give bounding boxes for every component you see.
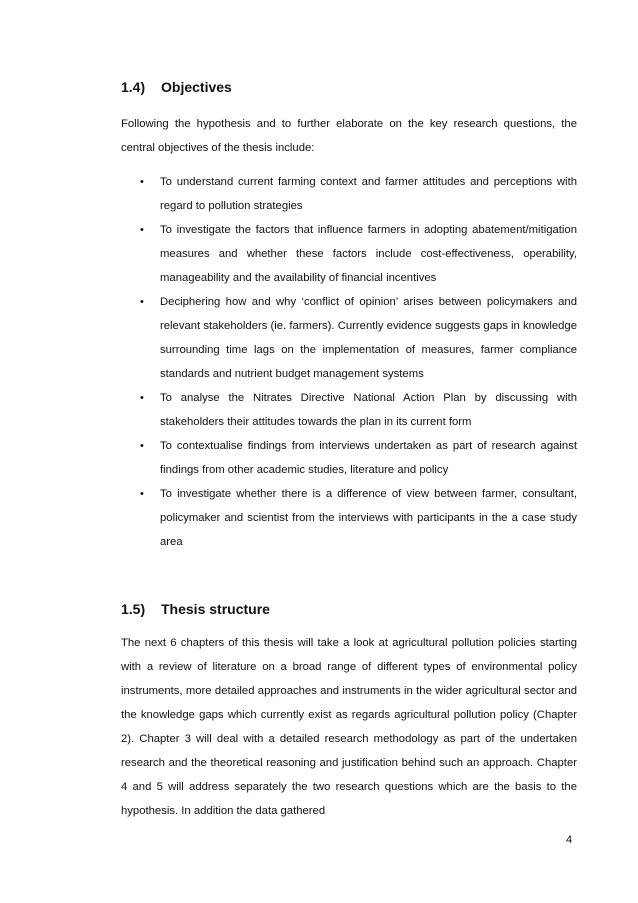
objectives-list xyxy=(121,170,577,554)
objective-text: To understand current farming context and farmer attitudes and perceptions with regard to pollution strategies xyxy=(160,176,577,212)
structure-title: Thesis structure xyxy=(161,601,270,617)
bullet-point-icon: • xyxy=(140,224,144,236)
bullet-point-icon: • xyxy=(140,296,144,308)
bullet-point-icon: • xyxy=(140,440,144,452)
objective-item xyxy=(121,290,577,386)
objective-item xyxy=(121,170,577,218)
objectives-intro-paragraph: Following the hypothesis and to further elaborate on the key research questions, the central objectives of the thesis include: xyxy=(121,118,577,154)
objective-text: To analyse the Nitrates Directive National Action Plan by discussing with stakeholders their attitudes towards the plan in its current form xyxy=(160,392,577,428)
structure-section-number: 1.5) xyxy=(121,601,146,617)
bullet-point-icon: • xyxy=(140,488,144,500)
objectives-heading xyxy=(121,79,232,95)
page-number: 4 xyxy=(566,834,573,846)
objective-text: To contextualise findings from interviews undertaken as part of research against findings from other academic studies, literature and policy xyxy=(160,440,577,476)
bullet-point-icon: • xyxy=(140,176,144,188)
thesis-structure-paragraph: The next 6 chapters of this thesis will take a look at agricultural pollution policies starting with a review of literature on a broad range of different types of environmental policy instruments, more detailed approaches and instruments in the wider agricultural sector and the knowledge gaps which currently exist as regards agricultural pollution policy (Chapter 2). Chapter 3 will deal with a detailed research methodology as part of the undertaken research and the theoretical reasoning and justification behind such an approach. Chapter 4 and 5 will address separately the two research questions which are the basis to the hypothesis. In addition the data gathered xyxy=(121,637,577,817)
objectives-section-number: 1.4) xyxy=(121,79,146,95)
objective-item xyxy=(121,386,577,434)
objective-item xyxy=(121,434,577,482)
objective-text: To investigate the factors that influence farmers in adopting abatement/mitigation measures and whether these factors include cost-effectiveness, operability, manageability and the availability of financial incentives xyxy=(160,224,577,284)
bullet-point-icon: • xyxy=(140,392,144,404)
thesis-structure-heading xyxy=(121,601,270,617)
objective-text: Deciphering how and why ‘conflict of opinion’ arises between policymakers and relevant stakeholders (ie. farmers). Currently evidence suggests gaps in knowledge surrounding time lags on the implementation of measures, farmer compliance standards and nutrient budget management systems xyxy=(160,296,577,380)
objectives-title: Objectives xyxy=(161,79,232,95)
objective-text: To investigate whether there is a difference of view between farmer, consultant, policymaker and scientist from the interviews with participants in the a case study area xyxy=(160,488,577,548)
objective-item xyxy=(121,482,577,554)
objective-item xyxy=(121,218,577,290)
